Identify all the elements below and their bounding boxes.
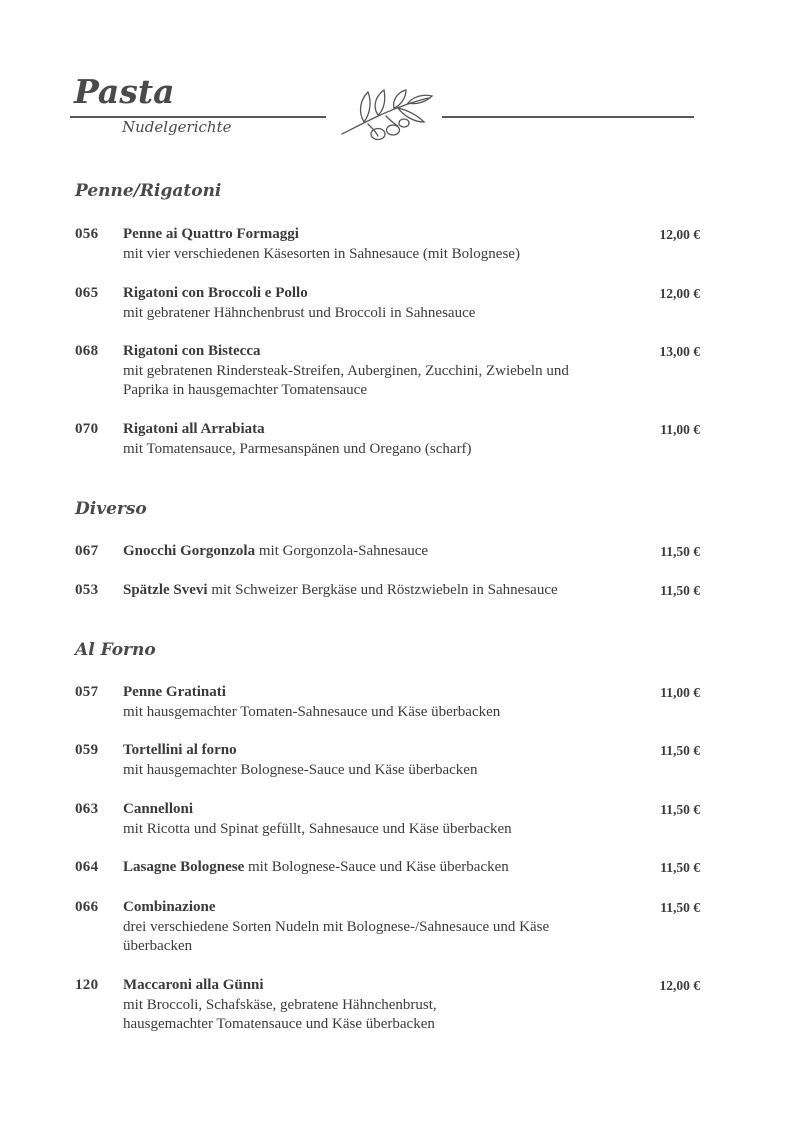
item-price: 11,50 € bbox=[660, 900, 700, 915]
item-description: mit Ricotta und Spinat gefüllt, Sahnesauce und Käse überbacken bbox=[123, 820, 512, 837]
item-name: Tortellini al forno bbox=[123, 742, 237, 758]
item-description: mit hausgemachter Tomaten-Sahnesauce und Käse überbacken bbox=[123, 703, 501, 720]
olive-branch-icon bbox=[338, 88, 434, 144]
item-price: 11,50 € bbox=[660, 860, 700, 875]
item-name: Cannelloni bbox=[123, 801, 194, 817]
page-subtitle: Nudelgerichte bbox=[122, 118, 232, 136]
item-price: 11,50 € bbox=[660, 583, 700, 598]
item-number: 056 bbox=[75, 226, 99, 242]
item-description: mit hausgemachter Bolognese-Sauce und Käse überbacken bbox=[123, 761, 478, 778]
item-description: mit Tomatensauce, Parmesanspänen und Oregano (scharf) bbox=[123, 440, 472, 457]
page-title: Pasta bbox=[74, 72, 175, 111]
item-price: 11,50 € bbox=[660, 544, 700, 559]
item-name: Rigatoni con Broccoli e Pollo bbox=[123, 285, 308, 301]
item-description: mit Schweizer Bergkäse und Röstzwiebeln in Sahnesauce bbox=[211, 582, 558, 598]
item-name: Penne ai Quattro Formaggi bbox=[123, 226, 299, 242]
item-number: 120 bbox=[75, 977, 99, 993]
item-description: mit Bolognese-Sauce und Käse überbacken bbox=[248, 859, 509, 875]
header-rule-left bbox=[70, 116, 326, 118]
item-name: Spätzle Svevi bbox=[123, 582, 208, 598]
item-number: 067 bbox=[75, 543, 99, 559]
item-number: 059 bbox=[75, 742, 99, 758]
item-name: Gnocchi Gorgonzola bbox=[123, 543, 256, 559]
item-number: 063 bbox=[75, 801, 99, 817]
item-price: 11,00 € bbox=[660, 422, 700, 437]
item-name: Rigatoni con Bistecca bbox=[123, 343, 261, 359]
item-price: 11,00 € bbox=[660, 685, 700, 700]
item-number: 068 bbox=[75, 343, 99, 359]
header-rule-right bbox=[442, 116, 694, 118]
item-price: 13,00 € bbox=[659, 344, 700, 359]
item-price: 12,00 € bbox=[659, 227, 700, 242]
item-description: mit gebratener Hähnchenbrust und Broccoli in Sahnesauce bbox=[123, 304, 476, 321]
item-name: Combinazione bbox=[123, 899, 216, 915]
item-number: 053 bbox=[75, 582, 99, 598]
item-name: Rigatoni all Arrabiata bbox=[123, 421, 265, 437]
item-number: 064 bbox=[75, 859, 99, 875]
item-number: 065 bbox=[75, 285, 99, 301]
item-description: mit gebratenen Rindersteak-Streifen, Auberginen, Zucchini, Zwiebeln und Paprika in hausgemachter Tomatensauce bbox=[123, 362, 569, 398]
item-number: 057 bbox=[75, 684, 99, 700]
item-price: 12,00 € bbox=[659, 286, 700, 301]
item-name: Penne Gratinati bbox=[123, 684, 226, 700]
item-price: 11,50 € bbox=[660, 802, 700, 817]
item-description: drei verschiedene Sorten Nudeln mit Bolognese-/Sahnesauce und Käse überbacken bbox=[123, 918, 550, 954]
item-price: 12,00 € bbox=[659, 978, 700, 993]
item-price: 11,50 € bbox=[660, 743, 700, 758]
section-title-diverso: Diverso bbox=[75, 499, 147, 519]
section-title-penne-rigatoni: Penne/Rigatoni bbox=[75, 181, 222, 201]
item-description: mit Broccoli, Schafskäse, gebratene Hähnchenbrust, hausgemachter Tomatensauce und Käse überbacken bbox=[123, 996, 437, 1032]
item-description: mit vier verschiedenen Käsesorten in Sahnesauce (mit Bolognese) bbox=[123, 245, 520, 262]
section-title-al-forno: Al Forno bbox=[75, 640, 156, 660]
item-name: Lasagne Bolognese bbox=[123, 859, 245, 875]
item-name: Maccaroni alla Günni bbox=[123, 977, 264, 993]
item-description: mit Gorgonzola-Sahnesauce bbox=[258, 543, 429, 559]
item-number: 070 bbox=[75, 421, 99, 437]
item-number: 066 bbox=[75, 899, 99, 915]
